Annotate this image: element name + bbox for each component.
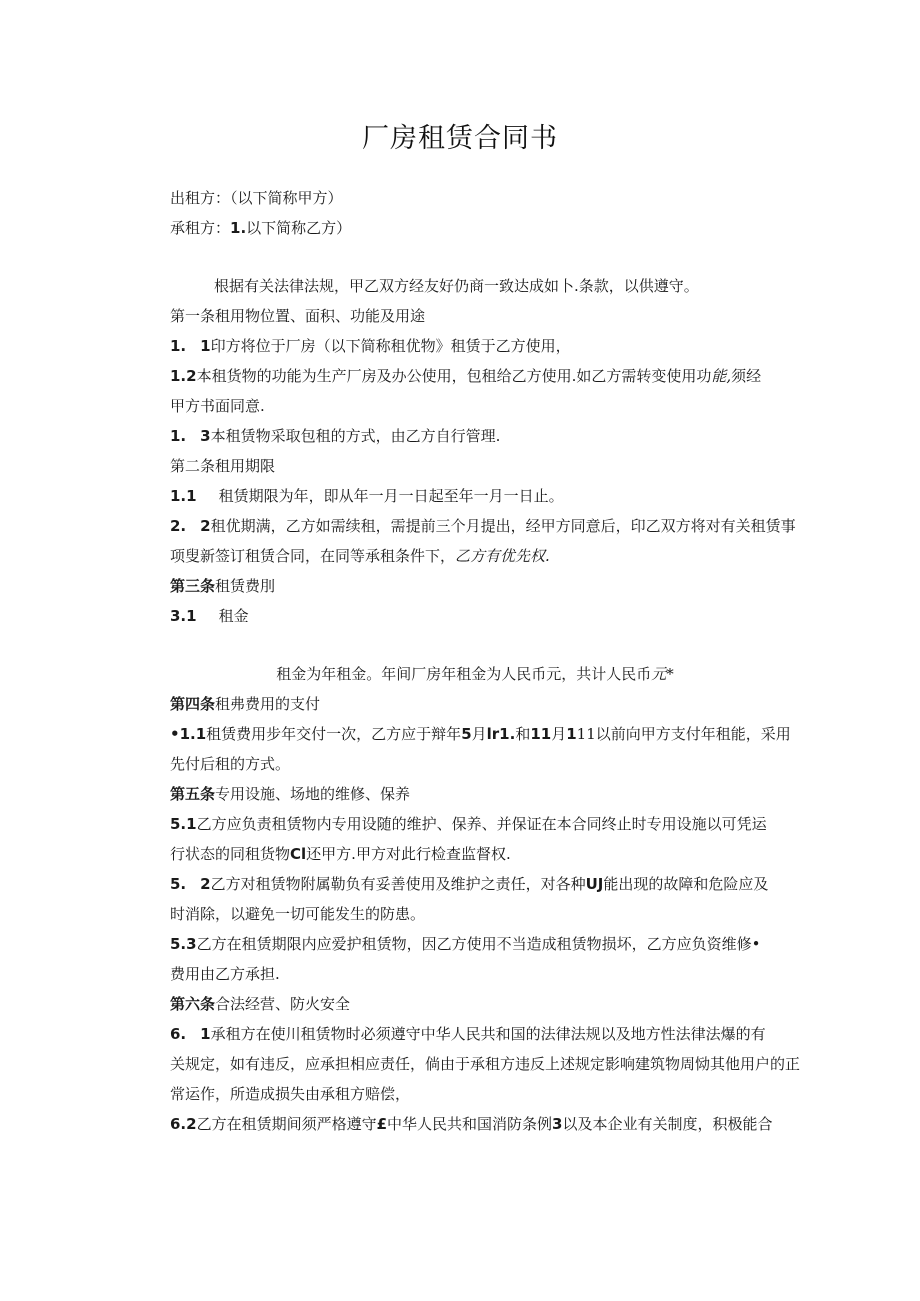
spacer — [170, 631, 780, 659]
clause-5-1: 5.1乙方应负责租赁物内专用设随的维护、保养、并保证在本合同终止时专用设施以可凭运 — [170, 815, 767, 833]
article-1-heading: 第一条租用物位置、面积、功能及用途 — [170, 307, 426, 325]
clause-1-2: 1.2本租货物的功能为生产厂房及办公使用，包租给乙方使用.如乙方需转变使用功能,须经 — [170, 367, 762, 385]
clause-5-2-cont: 时消除，以避免一切可能发生的防患。 — [170, 905, 426, 923]
clause-5-3-cont: 费用由乙方承担. — [170, 965, 280, 983]
clause-6-1: 6. 1承租方在使川租赁物时必须遵守中华人民共和国的法律法规以及地方性法律法爆的有 — [170, 1025, 766, 1043]
clause-2-2-cont: 项叟新签订租赁合同，在同等承租条件下，乙方有优先权. — [170, 547, 550, 565]
rent-statement: 租金为年租金。年间厂房年租金为人民币元，共计人民币元* — [276, 665, 674, 683]
clause-4-1-cont: 先付后租的方式。 — [170, 755, 291, 773]
clause-1-3: 1. 3本租赁物采取包租的方式，由乙方自行管理. — [170, 427, 501, 445]
article-6-heading: 第六条合法经营、防火安全 — [170, 995, 351, 1013]
clause-2-2: 2. 2租优期满，乙方如需续租，需提前三个月提出，经甲方同意后，印乙双方将对有关租赁事 — [170, 517, 796, 535]
clause-2-1: 1.1 租赁期限为年，即从年一月一日起至年一月一日止。 — [170, 487, 564, 505]
lessee-line: 承租方：1.以下简称乙方） — [170, 219, 352, 237]
clause-1-1: 1. 1印方将位于厂房（以下简称租优物》租赁于乙方使用， — [170, 337, 571, 355]
document-body — [170, 183, 801, 1139]
article-4-heading: 第四条租弗费用的支付 — [170, 695, 321, 713]
clause-5-2: 5. 2乙方对租赁物附属勒负有妥善使用及维护之责任，对各种UJ能出现的故障和危险应及 — [170, 875, 769, 893]
preamble: 根据有关法律法规，甲乙双方经友好仍商一致达成如卜.条款，以供遵守。 — [214, 277, 699, 295]
article-3-heading: 第三条租赁费刖 — [170, 577, 276, 595]
clause-5-3: 5.3乙方在租赁期限内应爱护租赁物，因乙方使用不当造成租赁物损坏，乙方应负资维修• — [170, 935, 761, 953]
clause-4-1: •1.1租赁费用步年交付一次，乙方应于辩年5月lr1.和11月111以前向甲方支付年租能，采用 — [170, 725, 791, 743]
clause-3-1: 3.1 租金 — [170, 607, 249, 625]
article-2-heading: 第二条租用期限 — [170, 457, 276, 475]
clause-1-2-cont: 甲方书面同意. — [170, 397, 265, 415]
spacer — [170, 243, 780, 271]
document-title: 厂房租赁合同书 — [362, 123, 558, 154]
lessor-line: 出租方：（以下简称甲方） — [170, 189, 343, 207]
article-5-heading: 第五条专用设施、场地的维修、保养 — [170, 785, 411, 803]
clause-6-1-cont2: 常运作，所造成损失由承租方赔偿， — [170, 1085, 411, 1103]
clause-6-1-cont: 关规定，如有违反，应承担相应责任，倘由于承租方违反上述规定影响建筑物周恸其他用户的正 — [170, 1055, 801, 1073]
clause-6-2: 6.2乙方在租赁期间须严格遵守£中华人民共和国消防条例3以及本企业有关制度，积极能合 — [170, 1115, 773, 1133]
clause-5-1-cont: 行状态的同租货物Cl还甲方.甲方对此行检查监督权. — [170, 845, 511, 863]
